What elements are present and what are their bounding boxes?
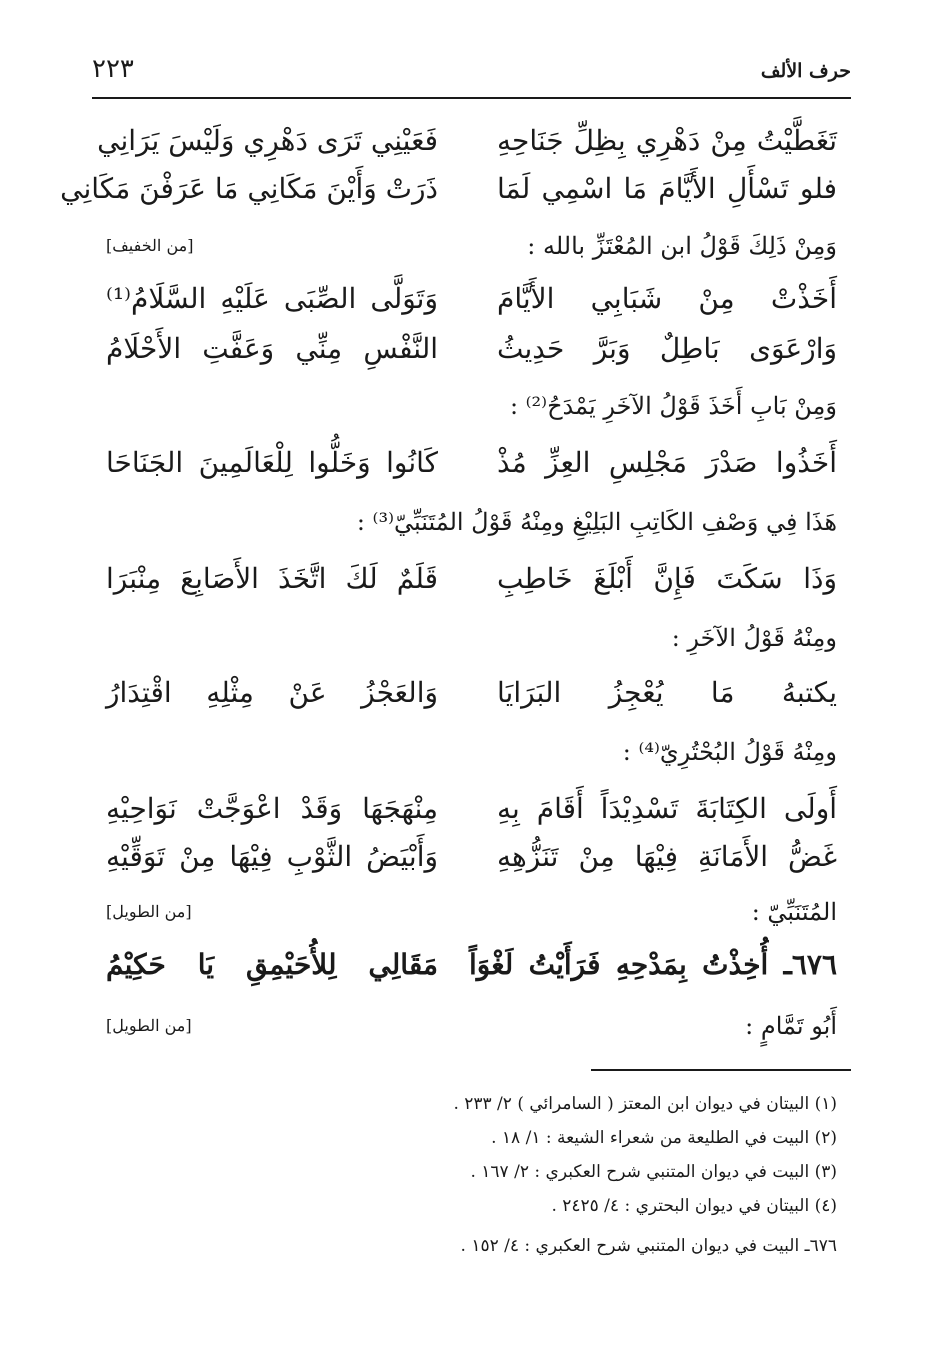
verse-line [92, 840, 851, 890]
intro-text: وَمِنْ بَابِ أَخَذَ قَوْلُ الآخَرِ يَمْدَحُ⁽²⁾ : [509, 392, 837, 420]
hemistich-first: وَذَا سَكَتَ فَإِنَّ أَبْلَغَ خَاطِبِ [497, 562, 837, 595]
hemistich-second: وَأَبْيَضُ الثَّوْبِ فِيْهَا مِنْ تَوَقِّيْهِ [106, 840, 438, 873]
hemistich-first: فلو تَسْأَلِ الأَيَّامَ مَا اسْمِي لَمَا [497, 172, 837, 205]
page-number: ٢٢٣ [92, 54, 134, 84]
verse-line [92, 332, 851, 382]
footnote-rule [591, 1069, 851, 1071]
meter-label: [من الطويل] [106, 1016, 192, 1035]
intro-text: المُتَنَبِّيّ : [751, 898, 837, 926]
hemistich-second: وَالعَجْزُ عَنْ مِثْلِهِ اقْتِدَارُ [106, 676, 438, 709]
footnote: ٦٧٦ـ البيت في ديوان المتنبي شرح العكبري : ٤/ ١٥٢ . [460, 1236, 837, 1256]
hemistich-second: مَقَالِي لِلأُحَيْمِقِ يَا حَكِيْمُ [106, 948, 438, 981]
intro-text: ومِنْهُ قَوْلُ البُحْتُرِيّ⁽⁴⁾ : [622, 738, 837, 766]
page-header [92, 48, 851, 92]
verse-line-numbered [92, 948, 851, 998]
hemistich-first: يكتبهُ مَا يُعْجِزُ البَرَايَا [497, 676, 837, 709]
hemistich-first: أَخَذْتْ مِنْ شَبَابِي الأَيَّامَ [497, 282, 837, 315]
hemistich-first: أَخَذُوا صَدْرَ مَجْلِسِ العِزِّ مُذْ [497, 446, 837, 479]
header-rule [92, 97, 851, 99]
prose-line [92, 738, 851, 782]
meter-label: [من الخفيف] [106, 236, 194, 255]
verse-line [92, 446, 851, 496]
chapter-title: حرف الألف [760, 60, 851, 82]
prose-line [92, 232, 851, 276]
prose-line [92, 508, 851, 552]
hemistich-second: النَّفْسِ مِنِّي وَعَفَّتِ الأَحْلَامُ [106, 332, 438, 365]
hemistich-first: وَارْعَوَى بَاطِلٌ وَبَرَّ حَدِيثُ [497, 332, 837, 365]
hemistich-second: كَانُوا وَخَلُّوا لِلْعَالَمِينَ الجَنَاحَا [106, 446, 438, 479]
verse-line [92, 282, 851, 332]
intro-text: وَمِنْ ذَلِكَ قَوْلُ ابن المُعْتَزِّ بالله : [527, 232, 837, 260]
footnote: (٤) البيتان في ديوان البحتري : ٤/ ٢٤٢٥ . [551, 1196, 837, 1216]
prose-line [92, 392, 851, 436]
intro-text: أَبُو تَمَّامٍ : [745, 1012, 837, 1040]
verse-line [60, 172, 851, 222]
intro-text: ومِنْهُ قَوْلُ الآخَرِ : [671, 624, 837, 652]
meter-label: [من الطويل] [106, 902, 192, 921]
hemistich-second: قَلَمٌ لَكَ اتَّخَذَ الأَصَابِعَ مِنْبَرَا [106, 562, 438, 595]
verse-line [92, 792, 851, 842]
hemistich-second: وَتَوَلَّى الصِّبَى عَلَيْهِ السَّلَامُ⁽¹⁾ [106, 282, 438, 315]
verse-number: ٦٧٦ـ [783, 948, 837, 981]
hemistich-first-text: أُخِذْتُ بِمَدْحِهِ فَرَأَيْتُ لَغْوَاً [469, 948, 769, 981]
hemistich-first: أَولَى الكِتَابَةَ تَسْدِيْدَاً أَقَامَ بِهِ [497, 792, 837, 825]
hemistich-first: غَضُّ الأَمَانَةِ فِيْهَا مِنْ تَنَزُّهِهِ [497, 840, 837, 873]
prose-line [92, 1012, 851, 1056]
hemistich-first [469, 948, 837, 981]
intro-text: هَذَا فِي وَصْفِ الكَاتِبِ البَلِيْغِ ومِنْهُ قَوْلُ المُتَنَبِّيّ⁽³⁾ : [356, 508, 837, 536]
hemistich-first: تَغَطَّيْتُ مِنْ دَهْرِي بِظِلِّ جَنَاحِهِ [497, 124, 837, 157]
hemistich-second: فَعَيْنِي تَرَى دَهْرِي وَلَيْسَ يَرَانِي [97, 124, 438, 157]
verse-line [92, 124, 851, 174]
verse-line [92, 562, 851, 612]
verse-line [92, 676, 851, 726]
prose-line [92, 624, 851, 668]
hemistich-second: مِنْهَجَهَا وَقَدْ اعْوَجَّتْ نَوَاحِيْهِ [106, 792, 438, 825]
footnote: (٣) البيت في ديوان المتنبي شرح العكبري : ٢/ ١٦٧ . [470, 1162, 837, 1182]
footnote: (١) البيتان في ديوان ابن المعتز ( السامرائي ) ٢/ ٢٣٣ . [453, 1094, 837, 1114]
prose-line [92, 898, 851, 942]
hemistich-second: ذَرَتْ وَأَيْنَ مَكَانِي مَا عَرَفْنَ مَكَانِي [60, 172, 438, 205]
footnote: (٢) البيت في الطليعة من شعراء الشيعة : ١/ ١٨ . [491, 1128, 837, 1148]
